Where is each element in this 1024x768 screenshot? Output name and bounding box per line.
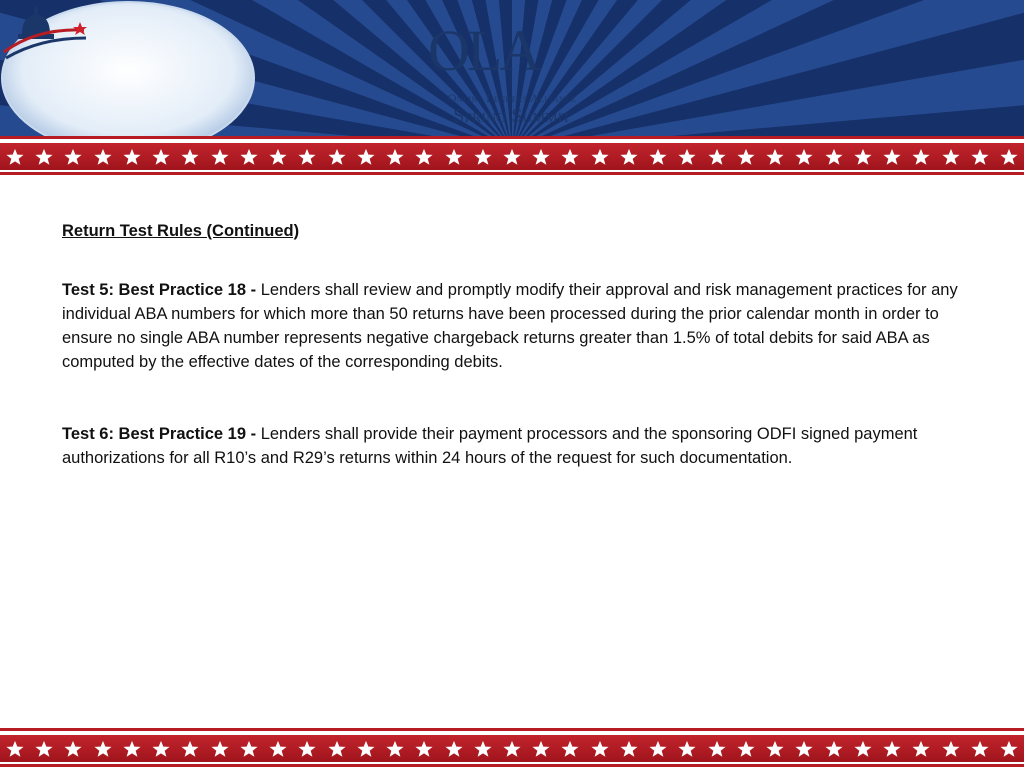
star-icon [649, 740, 667, 758]
star-icon [1000, 148, 1018, 166]
paragraph-test-5 [62, 278, 982, 374]
slide-content [62, 219, 982, 470]
star-icon [152, 740, 170, 758]
star-icon [181, 740, 199, 758]
event-name: Spring Summit [453, 105, 571, 127]
star-row [0, 735, 1024, 762]
star-icon [649, 148, 667, 166]
star-icon [795, 148, 813, 166]
star-icon [474, 740, 492, 758]
star-icon [64, 148, 82, 166]
star-icon [971, 740, 989, 758]
star-icon [298, 740, 316, 758]
star-icon [328, 148, 346, 166]
star-icon [415, 148, 433, 166]
star-icon [123, 740, 141, 758]
star-icon [942, 740, 960, 758]
star-icon [181, 148, 199, 166]
star-icon [269, 148, 287, 166]
star-icon [415, 740, 433, 758]
star-icon [737, 148, 755, 166]
star-icon [298, 148, 316, 166]
logo-wordmark: OLA [428, 18, 539, 83]
star-icon [591, 148, 609, 166]
star-icon [1000, 740, 1018, 758]
star-icon [708, 740, 726, 758]
star-icon [94, 740, 112, 758]
star-icon [240, 740, 258, 758]
star-icon [620, 148, 638, 166]
paragraph-lead: Test 6: Best Practice 19 - [62, 425, 261, 443]
star-icon [386, 148, 404, 166]
star-strip-top [0, 136, 1024, 176]
star-icon [795, 740, 813, 758]
paragraph-test-6 [62, 422, 982, 470]
star-icon [825, 148, 843, 166]
star-row [0, 143, 1024, 170]
star-icon [766, 740, 784, 758]
star-icon [445, 740, 463, 758]
header-banner [0, 0, 1024, 136]
star-icon [328, 740, 346, 758]
star-icon [532, 148, 550, 166]
star-icon [825, 740, 843, 758]
star-icon [6, 148, 24, 166]
star-icon [854, 148, 872, 166]
star-icon [912, 148, 930, 166]
star-icon [357, 740, 375, 758]
star-icon [561, 148, 579, 166]
star-icon [883, 148, 901, 166]
star-icon [211, 148, 229, 166]
star-icon [357, 148, 375, 166]
star-icon [445, 148, 463, 166]
star-icon [737, 740, 755, 758]
section-heading: Return Test Rules (Continued) [62, 222, 300, 240]
star-icon [766, 148, 784, 166]
paragraph-lead: Test 5: Best Practice 18 - [62, 281, 261, 299]
star-icon [883, 740, 901, 758]
star-icon [94, 148, 112, 166]
star-icon [64, 740, 82, 758]
capitol-dome-icon [0, 0, 90, 62]
star-icon [620, 740, 638, 758]
star-icon [35, 148, 53, 166]
star-icon [503, 740, 521, 758]
star-icon [708, 148, 726, 166]
star-strip-bottom [0, 728, 1024, 768]
star-icon [6, 740, 24, 758]
organization-name: Online Lenders Alliance [447, 91, 577, 105]
star-icon [152, 148, 170, 166]
star-icon [123, 148, 141, 166]
star-icon [678, 740, 696, 758]
star-icon [211, 740, 229, 758]
star-icon [532, 740, 550, 758]
star-icon [386, 740, 404, 758]
star-icon [971, 148, 989, 166]
star-icon [503, 148, 521, 166]
star-icon [854, 740, 872, 758]
star-icon [240, 148, 258, 166]
paragraph-body: Lenders shall review and promptly modify their approval and risk management practices for any individual ABA numbers for which more than 50 returns have been processed during the prior calendar month in order to ensure no single ABA number represents negative chargeback returns greater than 1.5% of total debits for said ABA as computed by the effective dates of the corresponding debits. [62, 281, 958, 371]
star-icon [912, 740, 930, 758]
star-icon [474, 148, 492, 166]
star-icon [942, 148, 960, 166]
star-icon [678, 148, 696, 166]
paragraph-body: Lenders shall provide their payment processors and the sponsoring ODFI signed payment authorizations for all R10’s and R29’s returns within 24 hours of the request for such documentation. [62, 425, 918, 467]
star-icon [591, 740, 609, 758]
star-icon [269, 740, 287, 758]
star-icon [561, 740, 579, 758]
star-icon [35, 740, 53, 758]
